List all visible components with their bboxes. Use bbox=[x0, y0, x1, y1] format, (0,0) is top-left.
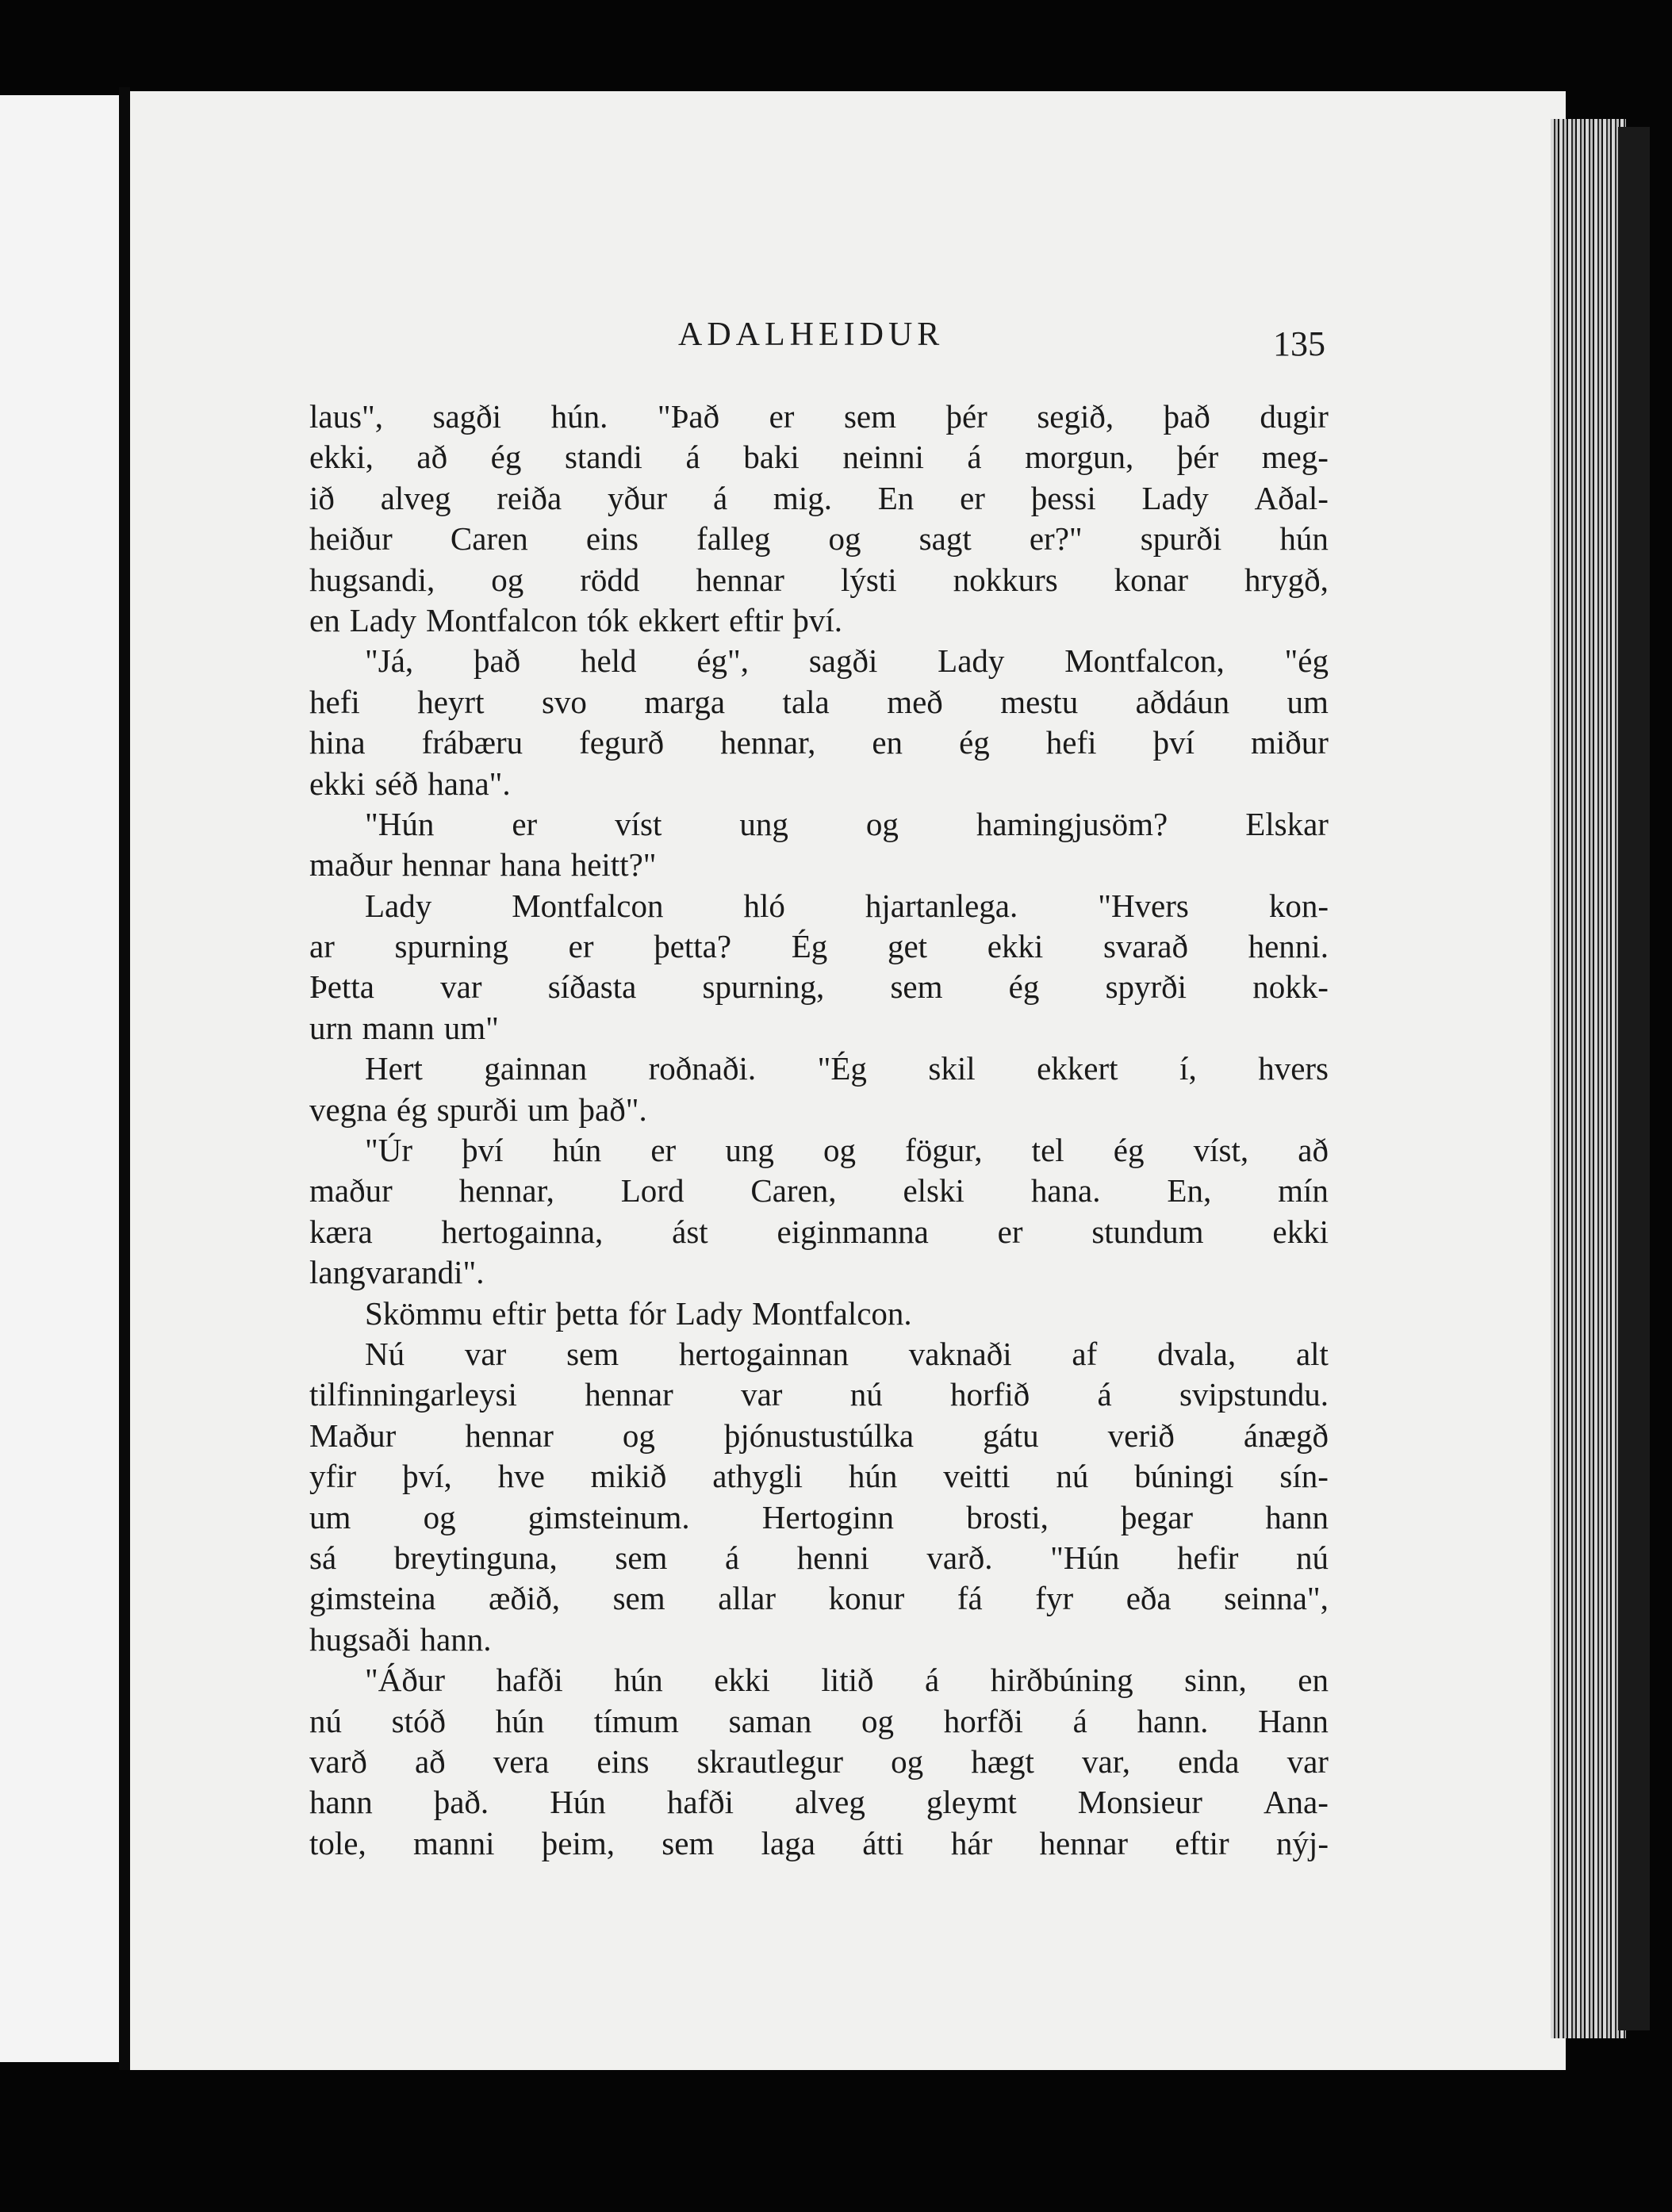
text-line: maður hennar hana heitt?" bbox=[309, 846, 657, 884]
text-line: gimsteina æðið, sem allar konur fá fyr eða seinna", bbox=[309, 1580, 1329, 1617]
book-gutter bbox=[119, 87, 130, 2070]
text-line: "Já, það held ég", sagði Lady Montfalcon, "ég bbox=[365, 642, 1329, 680]
body-text bbox=[309, 397, 1329, 1864]
text-line: ið alveg reiða yður á mig. En er þessi Lady Aðal- bbox=[309, 479, 1329, 516]
text-line: heiður Caren eins falleg og sagt er?" spurði hún bbox=[309, 520, 1329, 558]
text-line: Þetta var síðasta spurning, sem ég spyrði nokk- bbox=[309, 968, 1329, 1006]
page-block-shadow bbox=[1618, 127, 1650, 2030]
text-line: tilfinningarleysi hennar var nú horfið á svipstundu. bbox=[309, 1376, 1329, 1413]
text-line: ar spurning er þetta? Ég get ekki svarað henni. bbox=[309, 928, 1329, 965]
running-head: ADALHEIDUR bbox=[678, 316, 945, 353]
text-line: "Hún er víst ung og hamingjusöm? Elskar bbox=[365, 805, 1329, 842]
text-line: "Úr því hún er ung og fögur, tel ég víst, að bbox=[365, 1132, 1329, 1169]
text-line: ekki, að ég standi á baki neinni á morgun, þér meg- bbox=[309, 439, 1329, 476]
text-line: Hert gainnan roðnaði. "Ég skil ekkert í, hvers bbox=[365, 1050, 1329, 1087]
text-line: Lady Montfalcon hló hjartanlega. "Hvers kon- bbox=[365, 887, 1329, 924]
text-line: yfir því, hve mikið athygli hún veitti nú búningi sín- bbox=[309, 1458, 1329, 1495]
text-line: kæra hertogainna, ást eiginmanna er stundum ekki bbox=[309, 1213, 1329, 1250]
page-number: 135 bbox=[1273, 324, 1325, 363]
text-line: Maður hennar og þjónustustúlka gátu verið ánægð bbox=[309, 1417, 1329, 1454]
text-line: sá breytinguna, sem á henni varð. "Hún hefir nú bbox=[309, 1539, 1329, 1576]
page-block-edges bbox=[1551, 119, 1626, 2038]
text-line: um og gimsteinum. Hertoginn brosti, þegar hann bbox=[309, 1498, 1329, 1535]
text-line: varð að vera eins skrautlegur og hægt var, enda var bbox=[309, 1742, 1329, 1780]
text-line: laus", sagði hún. "Það er sem þér segið, það dugir bbox=[309, 398, 1329, 435]
text-line: hina frábæru fegurð hennar, en ég hefi því miður bbox=[309, 724, 1329, 761]
text-line: tole, manni þeim, sem laga átti hár hennar eftir nýj- bbox=[309, 1824, 1329, 1861]
text-line: nú stóð hún tímum saman og horfði á hann. Hann bbox=[309, 1702, 1329, 1739]
text-line: hann það. Hún hafði alveg gleymt Monsieur Ana- bbox=[309, 1784, 1329, 1821]
text-line: hefi heyrt svo marga tala með mestu aðdáun um bbox=[309, 683, 1329, 720]
facing-page-edge bbox=[0, 95, 119, 2062]
text-line: urn mann um" bbox=[309, 1009, 499, 1046]
text-line: ekki séð hana". bbox=[309, 765, 511, 802]
text-line: "Áður hafði hún ekki litið á hirðbúning sinn, en bbox=[365, 1662, 1329, 1699]
text-line: maður hennar, Lord Caren, elski hana. En, mín bbox=[309, 1172, 1329, 1210]
text-line: en Lady Montfalcon tók ekkert eftir því. bbox=[309, 601, 843, 638]
text-line: Skömmu eftir þetta fór Lady Montfalcon. bbox=[365, 1294, 912, 1332]
text-line: hugsandi, og rödd hennar lýsti nokkurs konar hrygð, bbox=[309, 561, 1329, 598]
text-line: hugsaði hann. bbox=[309, 1620, 492, 1658]
text-line: vegna ég spurði um það". bbox=[309, 1091, 647, 1128]
text-line: Nú var sem hertogainnan vaknaði af dvala, alt bbox=[365, 1335, 1329, 1372]
text-line: langvarandi". bbox=[309, 1254, 485, 1291]
